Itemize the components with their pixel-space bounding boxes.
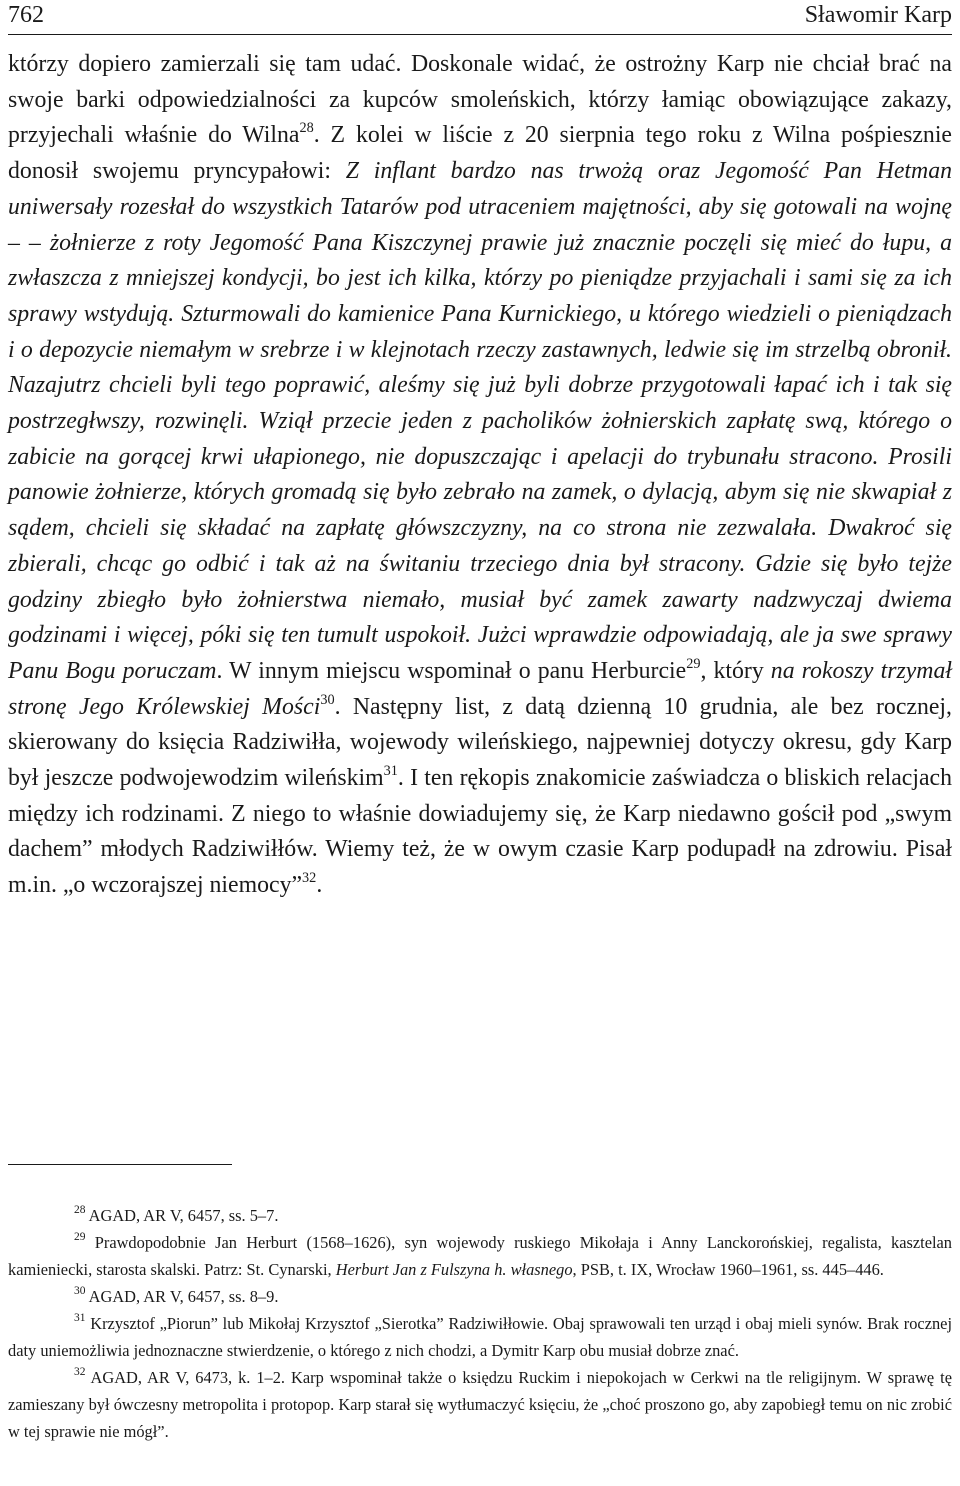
footnote-number: 29 (74, 1230, 86, 1243)
footnote-ref-29: 29 (686, 655, 701, 672)
footnote-ref-30: 30 (320, 691, 335, 708)
footnote-ref-31: 31 (383, 763, 398, 780)
footnote-title: Herburt Jan z Fulszyna h. własnego (335, 1260, 573, 1279)
quotation: Z inflant bardzo nas trwożą oraz Jegomość Pan Hetman uniwersały rozesłał do wszystkich Tatarów pod utraceniem majętności, aby się gotowali na wojnę – – żołnierze z roty Jegomość Pana Kiszczynej prawie już znacznie poczęli się mieć do łupu, a zwłaszcza z mniejszej kondycji, bo jest ich kilka, którzy po pieniądze przyjachali i sami się za ich sprawy wstydują. Szturmowali do kamienice Pana Kurnickiego, u którego wiedzieli o pieniądzach i o depozycie niemałym w srebrze i w klejnotach rzeczy zastawnych, ledwie się im strzelbą obronił. Nazajutrz chcieli byli tego poprawić, aleśmy się już byli dobrze przygotowali łapać ich i tak się postrzegłwszy, rozwinęli. Wziął przecie jeden z pacholików żołnierskich zapłatę swą, którego o zabicie na gorącej krwi ułapionego, nie dopuszczając i apelacji do trybunału stracono. Prosili panowie żołnierze, których gromadą się było zebrało na zamek, o dylacją, abym się nie skwapiał z sądem, chcieli się składać na zapłatę główszczyzny, na co strona nie zezwalała. Dwakroć się zbierali, chcąc go odbić i tak aż na świtaniu trzeciego dnia był stracony. Gdzie się było tejże godziny zbiegło było żołnierstwa niemało, musiał być zamek zawarty nadzwyczaj dwiema godzinami i więcej, póki się ten tumult uspokoił. Jużci wprawdzie odpowiadają, ale ja swe sprawy Panu Bogu poruczam (8, 158, 952, 684)
footnote-32 (8, 1364, 952, 1445)
footnote-ref-28: 28 (299, 120, 314, 137)
text-segment: którzy dopiero zamierzali się tam udać. Doskonale widać, że ostrożny Karp nie chciał brać na swoje barki odpowiedzialności za kupców smoleńskich, którzy łamiąc obowiązujące zakazy, przyjechali właśnie do Wilna (8, 51, 952, 149)
quotation: na rokoszy trzymał stronę Jego Królewskiej Mości (8, 657, 952, 720)
main-text (8, 47, 952, 904)
footnote-number: 31 (74, 1311, 86, 1324)
footnote-31 (8, 1310, 952, 1364)
footnote-number: 30 (74, 1284, 86, 1297)
footnote-28 (8, 1202, 952, 1229)
footnote-text: AGAD, AR V, 6457, ss. 8–9. (88, 1287, 279, 1306)
text-segment: . Z kolei w liście z 20 sierpnia tego roku z Wilna pośpiesznie donosił swojemu pryncypałowi: (8, 122, 952, 185)
footnote-separator (8, 1164, 232, 1165)
text-segment: . W innym miejscu wspominał o panu Herburcie (216, 657, 687, 684)
footnote-29 (8, 1229, 952, 1283)
footnote-text: AGAD, AR V, 6457, ss. 5–7. (88, 1206, 279, 1225)
footnote-number: 32 (74, 1365, 86, 1378)
footnote-text: AGAD, AR V, 6473, k. 1–2. Karp wspominał także o księdzu Ruckim i niepokojach w Cerkwi na tle religijnym. W sprawę tę zamieszany był ówczesny metropolita i protopop. Karp starał się wytłumaczyć księciu, że „choć proszono go, aby zapobiegł temu on nic zrobić w tej sprawie nie mógł”. (8, 1368, 952, 1441)
text-segment: , który (700, 657, 771, 684)
body-paragraph (8, 47, 952, 904)
running-head-author: Sławomir Karp (804, 2, 952, 28)
running-header (8, 0, 952, 35)
footnote-text: , PSB, t. IX, Wrocław 1960–1961, ss. 445–446. (572, 1260, 884, 1279)
footnote-text: Prawdopodobnie Jan Herburt (1568–1626), syn wojewody ruskiego Mikołaja i Anny Lanckorońskiej, regalista, kasztelan kamieniecki, starosta skalski. Patrz: St. Cynarski, (8, 1233, 953, 1279)
footnote-ref-32: 32 (302, 870, 317, 887)
footnote-text: Krzysztof „Piorun” lub Mikołaj Krzysztof „Sierotka” Radziwiłłowie. Obaj sprawowali ten urząd i obaj mieli synów. Brak rocznej daty uniemożliwia jednoznaczne stwierdzenie, o którego z nich chodzi, a Dymitr Karp obu musiał dobrze znać. (8, 1314, 952, 1360)
text-segment: . I ten rękopis znakomicie zaświadcza o bliskich relacjach między ich rodzinami. Z niego to właśnie dowiadujemy się, że Karp niedawno gościł pod „swym dachem” młodych Radziwiłłów. Wiemy też, że w owym czasie Karp podupadł na zdrowiu. Pisał m.in. „o wczorajszej niemocy” (8, 765, 952, 899)
footnote-number: 28 (74, 1203, 86, 1216)
page-number: 762 (8, 2, 44, 28)
footnote-30 (8, 1283, 952, 1310)
footnotes (8, 1202, 952, 1445)
text-segment: . (316, 872, 323, 899)
text-segment: . Następny list, z datą dzienną 10 grudnia, ale bez rocznej, skierowany do księcia Radziwiłła, wojewody wileńskiego, najpewniej dotyczy okresu, gdy Karp był jeszcze podwojewodzim wileńskim (8, 693, 952, 792)
